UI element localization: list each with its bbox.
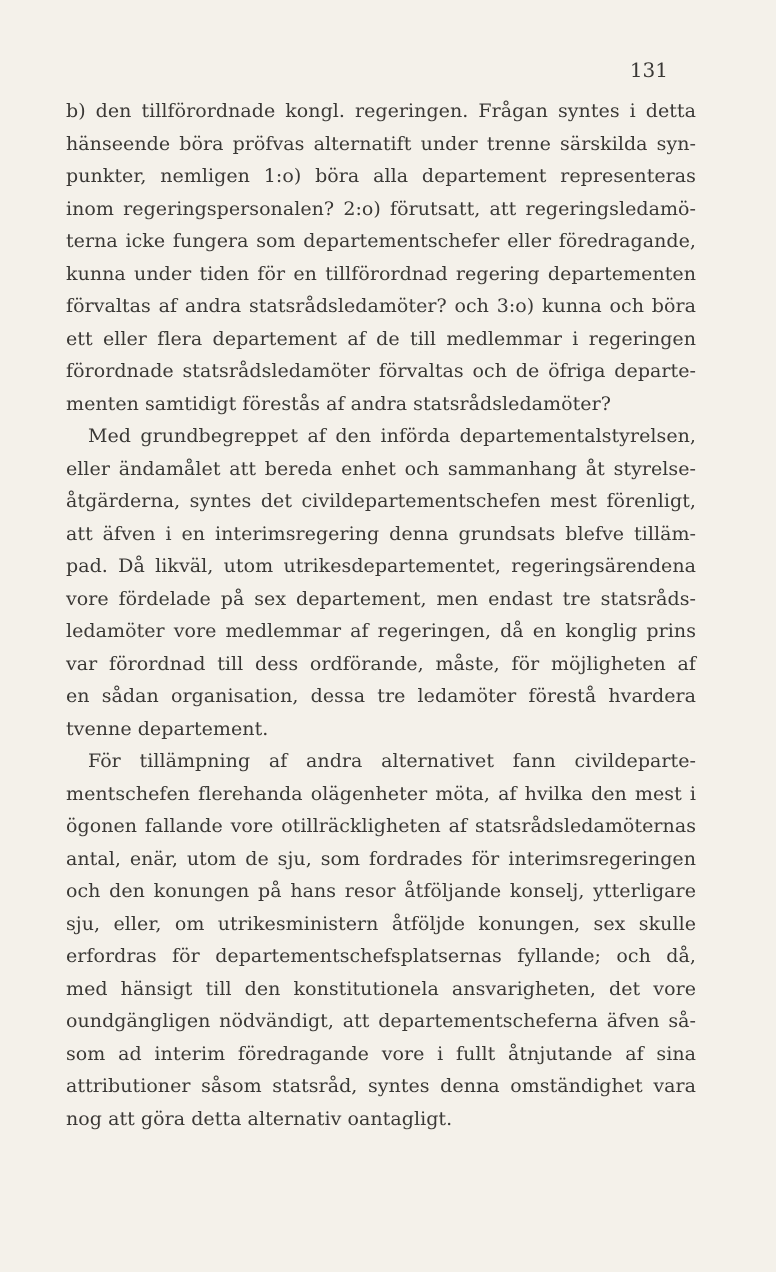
text-line: kunna under tiden för en tillförordnad regering departementen: [66, 262, 696, 285]
text-line: inom regeringspersonalen? 2:o) förutsatt, att regeringsledamö-: [66, 197, 696, 220]
text-line: ett eller flera departement af de till medlemmar i regeringen: [66, 327, 696, 350]
text-line: med hänsigt till den konstitutionela ansvarigheten, det vore: [66, 977, 696, 1000]
text-line: hänseende böra pröfvas alternatift under trenne särskilda syn-: [66, 132, 696, 155]
text-line: b) den tillförordnade kongl. regeringen. Frågan syntes i detta: [66, 100, 696, 122]
text-line: punkter, nemligen 1:o) böra alla departement representeras: [66, 165, 696, 187]
text-line: att äfven i en interimsregering denna grundsats blefve tilläm-: [66, 522, 696, 545]
text-line: pad. Då likväl, utom utrikesdepartementet, regeringsärendena: [66, 555, 696, 577]
text-line: ögonen fallande vore otillräckligheten af statsrådsledamöternas: [66, 815, 696, 837]
text-line: förvaltas af andra statsrådsledamöter? och 3:o) kunna och böra: [66, 295, 696, 317]
text-line: förordnade statsrådsledamöter förvaltas och de öfriga departe-: [66, 360, 696, 382]
text-line: Med grundbegreppet af den införda departementalstyrelsen,: [88, 425, 696, 447]
text-line: mentschefen flerehanda olägenheter möta, af hvilka den mest i: [66, 782, 696, 805]
text-line: en sådan organisation, dessa tre ledamöter förestå hvardera: [66, 685, 696, 707]
text-line: och den konungen på hans resor åtföljande konselj, ytterligare: [66, 880, 696, 902]
text-line: tvenne departement.: [66, 717, 269, 740]
text-line: ledamöter vore medlemmar af regeringen, då en konglig prins: [66, 620, 696, 642]
text-line: eller ändamålet att bereda enhet och sammanhang åt styrelse-: [66, 457, 696, 480]
page-number: 131: [629, 58, 668, 82]
text-line: För tillämpning af andra alternativet fann civildeparte-: [88, 750, 696, 772]
text-line: antal, enär, utom de sju, som fordrades för interimsregeringen: [66, 847, 696, 870]
text-line: var förordnad till dess ordförande, måste, för möjligheten af: [66, 652, 696, 675]
text-line: sju, eller, om utrikesministern åtföljde konungen, sex skulle: [66, 912, 696, 935]
text-line: terna icke fungera som departementschefer eller föredragande,: [66, 230, 696, 252]
text-line: åtgärderna, syntes det civildepartementschefen mest förenligt,: [66, 490, 696, 512]
text-line: erfordras för departementschefsplatsernas fyllande; och då,: [66, 945, 696, 967]
text-line: menten samtidigt förestås af andra statsrådsledamöter?: [66, 392, 611, 415]
text-line: nog att göra detta alternativ oantagligt.: [66, 1107, 453, 1130]
text-line: attributioner såsom statsråd, syntes denna omständighet vara: [66, 1075, 696, 1097]
text-line: oundgängligen nödvändigt, att departementscheferna äfven så-: [66, 1010, 696, 1032]
body-text: [66, 95, 696, 1135]
text-line: vore fördelade på sex departement, men endast tre statsråds-: [66, 587, 696, 610]
text-line: som ad interim föredragande vore i fullt åtnjutande af sina: [66, 1042, 696, 1065]
